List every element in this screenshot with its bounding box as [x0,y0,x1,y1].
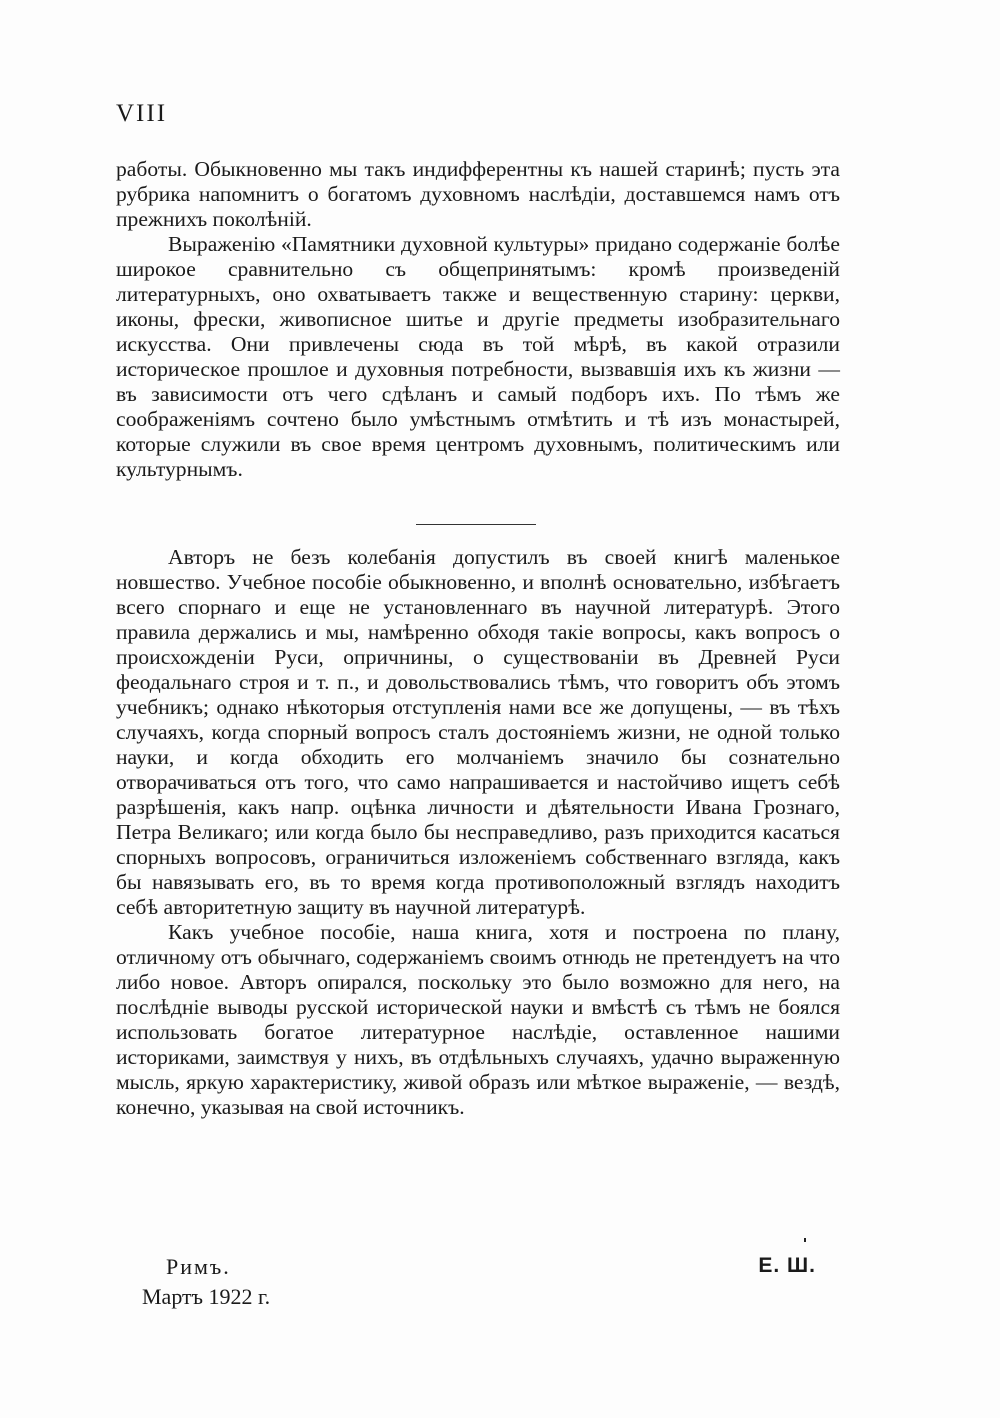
text-section-2 [116,545,840,1120]
text-section-1 [116,157,840,482]
signature-date: Мартъ 1922 г. [142,1284,271,1309]
paragraph: работы. Обыкновенно мы такъ индифферентны къ нашей старинѣ; пусть эта рубрика напомнитъ о богатомъ духовномъ наслѣдіи, доставшемся намъ отъ прежнихъ поколѣній. [116,157,840,231]
signature-place: Римъ. [166,1254,231,1279]
ink-mark [804,1238,806,1242]
signature-block [116,1252,816,1312]
author-initials: Е. Ш. [758,1254,816,1277]
page-number: VIII [116,100,168,127]
paragraph: Выраженію «Памятники духовной культуры» придано содержаніе болѣе широкое сравнительно съ общепринятымъ: кромѣ произведеній литературныхъ, оно охватываетъ также и вещественную старину: церкви, иконы, фрески, живописное шитье и другіе предметы изобразительнаго искусства. Они привлечены сюда въ той мѣрѣ, въ какой отразили историческое прошлое и духовныя потребности, вызвавшія ихъ къ жизни — въ зависимости отъ чего сдѣланъ и самый подборъ ихъ. По тѣмъ же соображеніямъ сочтено было умѣстнымъ отмѣтить и тѣ изъ монастырей, которые служили въ свое время центромъ духовнымъ, политическимъ или культурнымъ. [116,232,840,481]
paragraph: Какъ учебное пособіе, наша книга, хотя и построена по плану, отличному отъ обычнаго, содержаніемъ своимъ отнюдь не претендуетъ на что либо новое. Авторъ опирался, поскольку это было возможно для него, на послѣдніе выводы русской исторической науки и вмѣстѣ съ тѣмъ не боялся использовать богатое литературное наслѣдіе, оставленное нашими историками, заимствуя у нихъ, въ отдѣльныхъ случаяхъ, удачно выраженную мысль, яркую характеристику, живой образъ или мѣткое выраженіе, — вездѣ, конечно, указывая на свой источникъ. [116,920,840,1119]
section-separator [416,524,536,525]
paragraph: Авторъ не безъ колебанія допустилъ въ своей книгѣ маленькое новшество. Учебное пособіе обыкновенно, и вполнѣ основательно, избѣгаетъ всего спорнаго и еще не установленнаго въ научной литературѣ. Этого правила держались и мы, намѣренно обходя такіе вопросы, какъ вопросъ о происхожденіи Руси, опричнины, о существованіи въ Древней Руси феодальнаго строя и т. п., и довольствовались тѣмъ, что говоритъ объ этомъ учебникъ; однако нѣкоторыя отступленія нами все же допущены, — въ тѣхъ случаяхъ, когда спорный вопросъ сталъ достояніемъ жизни, не одной только науки, и когда обходить его молчаніемъ значило бы сознательно отворачиваться отъ того, что само напрашивается и настойчиво ищетъ себѣ разрѣшенія, какъ напр. оцѣнка личности и дѣятельности Ивана Грознаго, Петра Великаго; или когда было бы несправедливо, разъ приходится касаться спорныхъ вопросовъ, ограничиться изложеніемъ собственнаго взгляда, какъ бы навязывать его, въ то время когда противоположный взглядъ находитъ себѣ авторитетную защиту въ научной литературѣ. [116,545,840,919]
